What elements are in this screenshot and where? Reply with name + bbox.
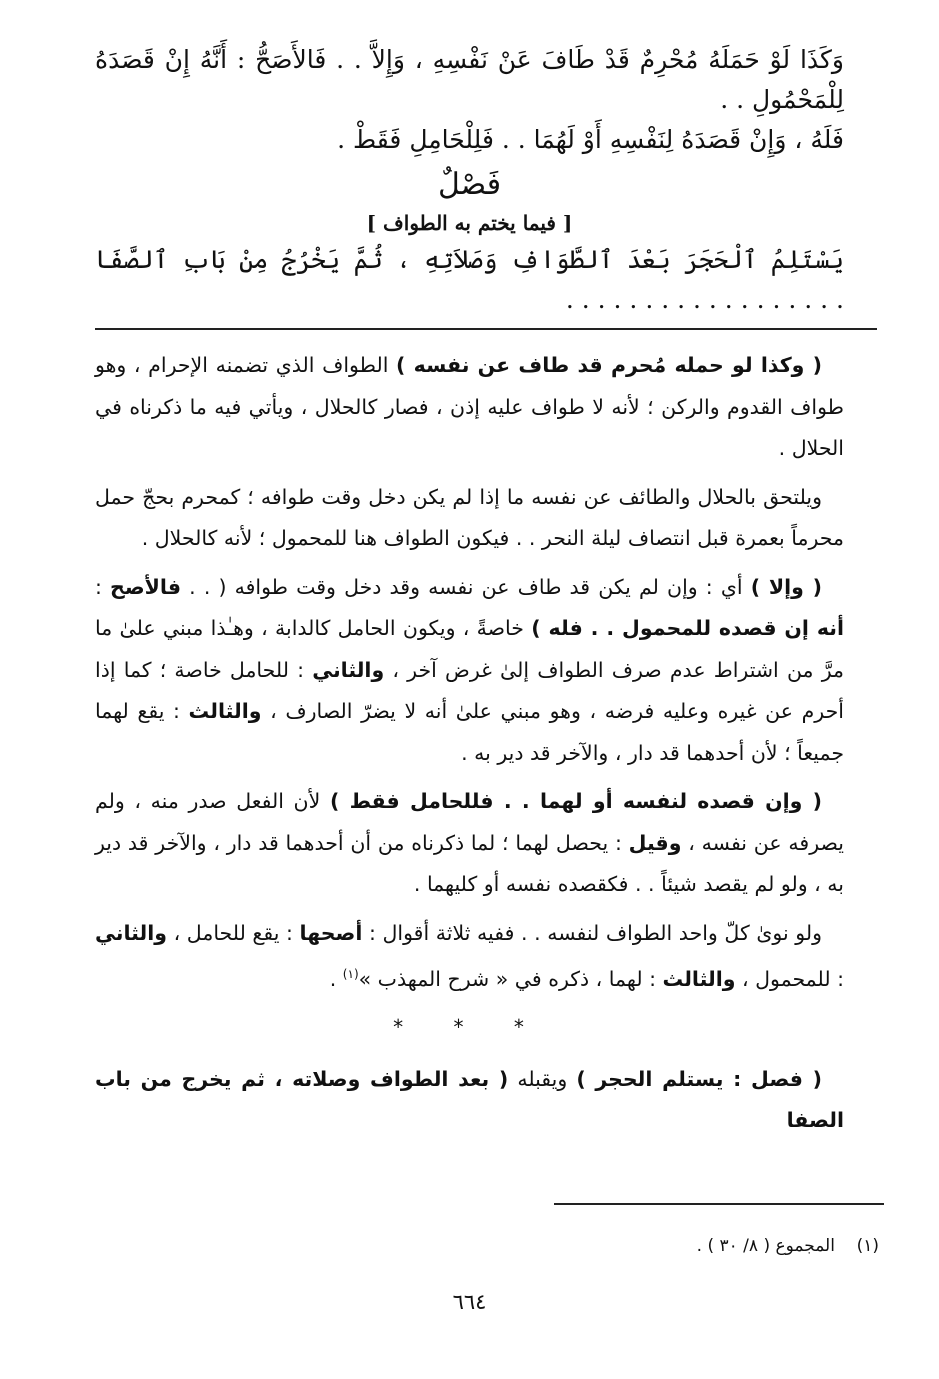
commentary-paragraph-1: ( وكذا لو حمله مُحرم قد طاف عن نفسه ) الطواف الذي تضمنه الإحرام ، وهو طواف القدوم والركن ؛ لأنه لا طواف عليه إذن ، فصار كالحلال ، ويأتي فيه ما ذكرناه في الحلال . (95, 353, 844, 460)
quoted-matn: ( وكذا لو حمله مُحرم قد طاف عن نفسه ) (396, 353, 823, 377)
matn-text (95, 40, 844, 320)
commentary-paragraph-6: ( فصل : يستلم الحجر ) ويقبله ( بعد الطواف وصلاته ، ثم يخرج من باب الصفا (95, 1066, 844, 1133)
footnote-number: (١) (856, 1236, 879, 1256)
matn-line-2: فَلَهُ ، وَإِنْ قَصَدَهُ لِنَفْسِهِ أَوْ لَهُمَا . . فَلِلْحَامِلِ فَقَطْ . (337, 125, 844, 154)
fasl-heading: فَصْلٌ (437, 167, 502, 202)
footnote-marker[interactable]: (١) (342, 967, 359, 981)
footnote (95, 1232, 879, 1260)
page-number: ٦٦٤ (452, 1290, 487, 1314)
ellipsis-dots: . . . . . . . . . . . . . . . . . . (565, 285, 844, 314)
section-divider-stars: * * * (393, 1015, 546, 1040)
commentary-paragraph-4: ( وإن قصده لنفسه أو لهما . . فللحامل فقط ) لأن الفعل صدر منه ، ولم يصرفه عن نفسه ، وقيل : يحصل لهما ؛ لما ذكرناه من أن أحدهما قد دار ، والآخر قد دير به ، ولو لم يقصد شيئاً . . فكقصده نفسه أو كليهما . (95, 789, 844, 896)
footnote-text: المجموع ( ٨/ ٣٠ ) . (696, 1236, 835, 1256)
commentary-paragraph-5: ولو نوىٰ كلّ واحد الطواف لنفسه . . ففيه ثلاثة أقوال : أصحها : يقع للحامل ، والثاني : للمحمول ، والثالث : لهما ، ذكره في « شرح المهذب »$^{(١)}$ . (95, 920, 844, 991)
commentary-paragraph-2: ويلتحق بالحلال والطائف عن نفسه ما إذا لم يكن دخل وقت طوافه ؛ كمحرم بحجّ حمل محرماً بعمرة قبل انتصاف ليلة النحر . . فيكون الطواف هنا للمحمول ؛ لأنه كالحلال . (95, 484, 844, 550)
fasl-subtitle: [ فيما يختم به الطواف ] (366, 211, 573, 235)
matn-fasl-line (95, 240, 844, 320)
matn-line-1: وَكَذَا لَوْ حَمَلَهُ مُحْرِمٌ قَدْ طَافَ عَنْ نَفْسِهِ ، وَإِلاَّ . . فَالأَصَحُّ : أَنَّهُ إِنْ قَصَدَهُ لِلْمَحْمُولِ . . (95, 45, 844, 114)
footnote-rule (554, 1203, 884, 1205)
commentary-paragraph-3: ( وإلا ) أي : وإن لم يكن قد طاف عن نفسه وقد دخل وقت طوافه ( . . فالأصح : أنه إن قصده للمحمول . . فله ) خاصةً ، ويكون الحامل كالدابة ، وهـٰذا مبني علىٰ ما مرَّ من اشتراط عدم صرف الطواف إلىٰ غرض آخر ، والثاني : للحامل خاصة ؛ كما إذا أحرم عن غيره وعليه فرضه ، وهو مبني علىٰ أنه لا يضرّ الصارف ، والثالث : يقع لهما جميعاً ؛ لأن أحدهما قد دار ، والآخر قد دير به . (95, 574, 844, 765)
matn-fasl-text: يَسْتَلِمُ ٱلْحَجَرَ بَعْدَ ٱلطَّوَافِ وَصَلاَتِهِ ، ثُمَّ يَخْرُجُ مِنْ بَابِ ٱلصَّفَا (95, 245, 844, 274)
separator-rule (95, 328, 877, 330)
commentary (95, 345, 844, 1149)
